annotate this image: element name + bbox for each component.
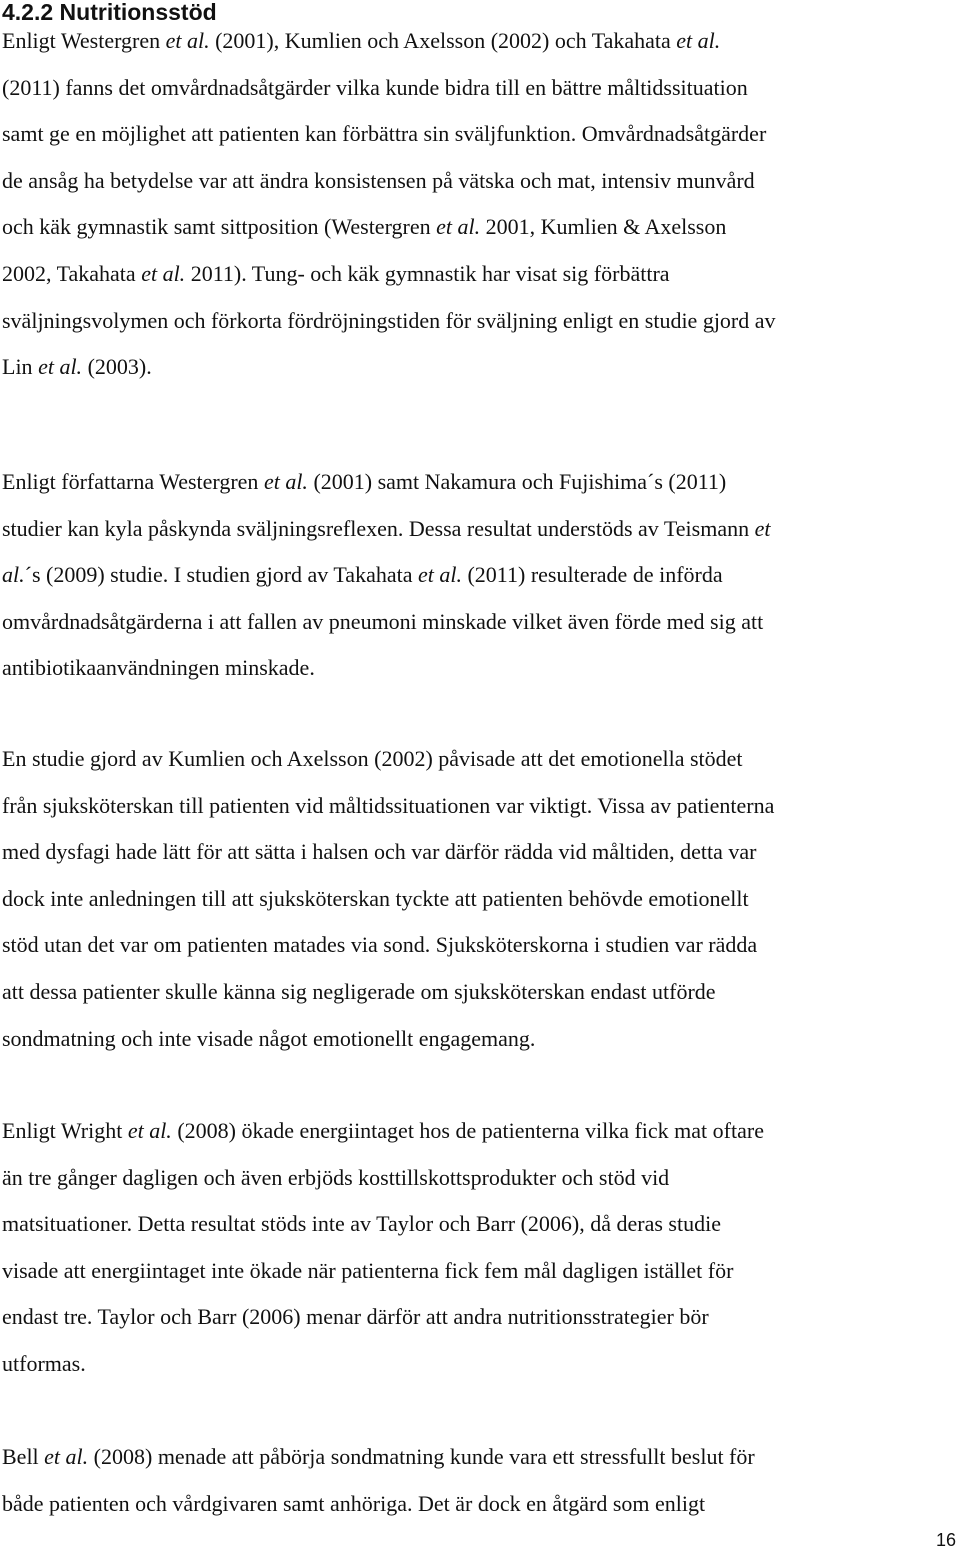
paragraph-tube-feeding [2,1434,952,1527]
text-line: Bell et al. (2008) menade att påbörja sondmatning kunde vara ett stressfullt beslut för [2,1444,755,1469]
text-line: matsituationer. Detta resultat stöds inte av Taylor och Barr (2006), då deras studie [2,1211,721,1237]
text-line: samt ge en möjlighet att patienten kan förbättra sin sväljfunktion. Omvårdnadsåtgärder [2,121,767,147]
text-line: sväljningsvolymen och förkorta fördröjningstiden för sväljning enligt en studie gjord av [2,307,776,333]
paragraph-emotional-support [2,736,952,1062]
paragraph-swallowing-reflex [2,459,952,692]
text-line: och käk gymnastik samt sittposition (Westergren et al. 2001, Kumlien & Axelsson [2,214,727,240]
text-line: att dessa patienter skulle känna sig negligerade om sjuksköterskan endast utförde [2,978,716,1004]
text-line: studier kan kyla påskynda sväljningsreflexen. Dessa resultat understöds av Teismann et [2,515,771,541]
text-line: Enligt Wright et al. (2008) ökade energiintaget hos de patienterna vilka fick mat oftare [2,1118,764,1143]
paragraph-energy-intake [2,1108,952,1388]
text-line: En studie gjord av Kumlien och Axelsson (2002) påvisade att det emotionella stödet [2,746,743,771]
text-line: dock inte anledningen till att sjuksköterskan tyckte att patienten behövde emotionellt [2,885,749,911]
text-line: antibiotikaanvändningen minskade. [2,655,315,681]
text-line: sondmatning och inte visade något emotionellt engagemang. [2,1025,536,1051]
text-line: från sjuksköterskan till patienten vid måltidssituationen var viktigt. Vissa av patienterna [2,792,775,818]
text-line: visade att energiintaget inte ökade när patienterna fick fem mål dagligen istället för [2,1257,734,1283]
text-line: än tre gånger dagligen och även erbjöds kosttillskottsprodukter och stöd vid [2,1164,670,1190]
text-line: 2002, Takahata et al. 2011). Tung- och käk gymnastik har visat sig förbättra [2,260,670,286]
text-line: de ansåg ha betydelse var att ändra konsistensen på vätska och mat, intensiv munvård [2,167,755,193]
page-number: 16 [935,1530,956,1550]
text-line: endast tre. Taylor och Barr (2006) menar därför att andra nutritionsstrategier bör [2,1304,709,1330]
paragraph-nutritional-measures [2,18,952,391]
section-heading: 4.2.2 Nutritionsstöd [2,0,217,25]
text-line: stöd utan det var om patienten matades via sond. Sjuksköterskorna i studien var rädda [2,932,758,958]
text-line: både patienten och vårdgivaren samt anhöriga. Det är dock en åtgärd som enligt [2,1490,706,1516]
text-line: (2011) fanns det omvårdnadsåtgärder vilka kunde bidra till en bättre måltidssituation [2,74,748,100]
text-line: omvårdnadsåtgärderna i att fallen av pneumoni minskade vilket även förde med sig att [2,608,764,634]
text-line: Lin et al. (2003). [2,354,152,380]
text-line: al.´s (2009) studie. I studien gjord av Takahata et al. (2011) resulterade de införda [2,562,723,588]
text-line: med dysfagi hade lätt för att sätta i halsen och var därför rädda vid måltiden, detta var [2,839,757,865]
text-line: Enligt författarna Westergren et al. (2001) samt Nakamura och Fujishima´s (2011) [2,469,727,494]
text-line: utformas. [2,1350,86,1376]
text-line: Enligt Westergren et al. (2001), Kumlien och Axelsson (2002) och Takahata et al. [2,28,721,53]
